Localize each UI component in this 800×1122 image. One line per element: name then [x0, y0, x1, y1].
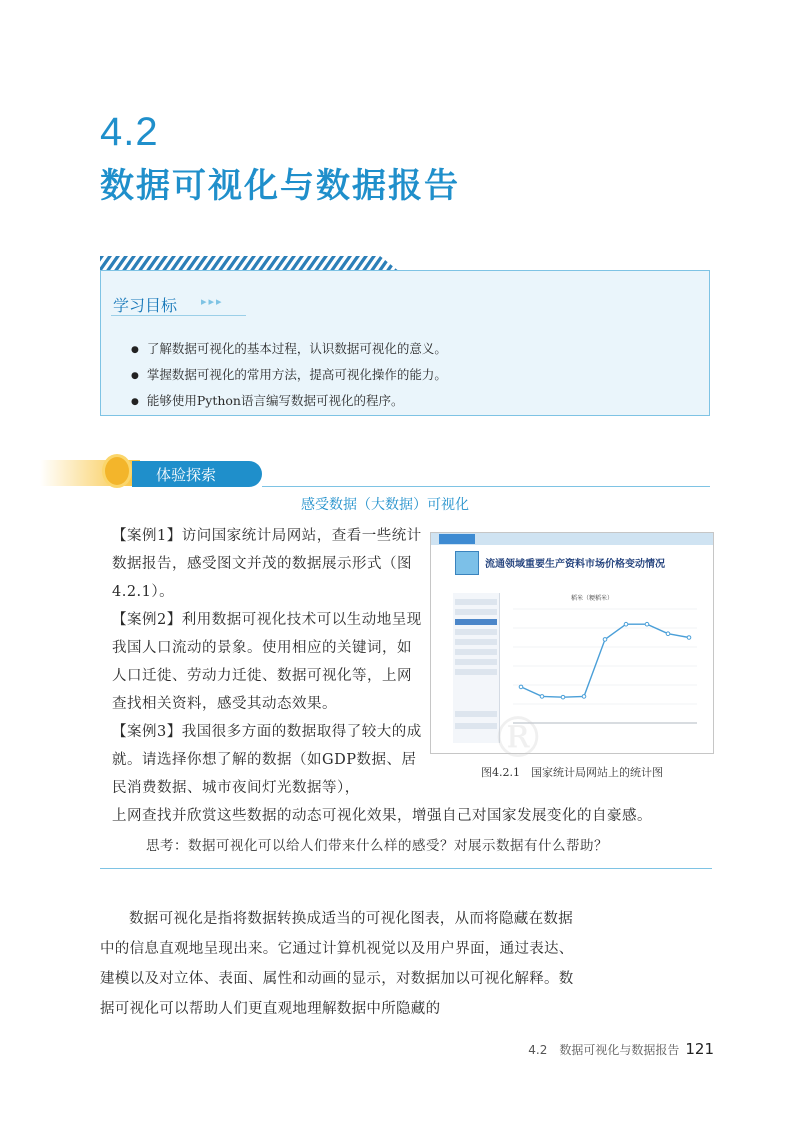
- chart-point: [687, 636, 691, 640]
- objective-item: ● 掌握数据可视化的常用方法，提高可视化操作的能力。: [131, 363, 447, 389]
- objectives-rule: [111, 315, 246, 316]
- chart-point: [582, 695, 586, 699]
- footer-section: 4.2 数据可视化与数据报告: [528, 1043, 680, 1057]
- sidebar-item: [455, 669, 497, 675]
- sidebar-item: [455, 599, 497, 605]
- chart-point: [603, 638, 607, 642]
- sidebar-item: [455, 609, 497, 615]
- statistics-screenshot: [430, 532, 714, 754]
- chart-point: [561, 695, 565, 699]
- objective-item: ● 了解数据可视化的基本过程，认识数据可视化的意义。: [131, 337, 447, 363]
- chart-series-line: [521, 624, 689, 697]
- chart-point: [519, 685, 523, 689]
- objectives-box: [100, 270, 710, 416]
- chart-title: 稻米（粳稻米）: [571, 595, 614, 602]
- page-footer: [500, 1040, 714, 1058]
- page-number: 121: [685, 1040, 714, 1058]
- section-number: 4.2: [100, 110, 159, 154]
- case-3-continued: 上网查找并欣赏这些数据的动态可视化效果，增强自己对国家发展变化的自豪感。: [112, 808, 652, 824]
- case-column: [112, 522, 424, 802]
- sidebar-item: [455, 649, 497, 655]
- chart-point: [645, 622, 649, 626]
- case-3: 【案例3】我国很多方面的数据取得了较大的成就。请选择你想了解的数据（如GDP数据、居民消费数据、城市夜间灯光数据等），: [112, 724, 422, 796]
- chart-point: [624, 622, 628, 626]
- sidebar-item: [455, 629, 497, 635]
- sidebar-item: [455, 659, 497, 665]
- publisher-watermark: ®: [490, 706, 546, 771]
- arrows-icon: ▸▸▸: [201, 295, 224, 308]
- section-divider: [100, 868, 712, 869]
- sidebar-item-active: [455, 619, 497, 625]
- explore-badge-icon: [102, 454, 132, 488]
- banner-divider: [262, 486, 710, 487]
- case-2: 【案例2】利用数据可视化技术可以生动地呈现我国人口流动的景象。使用相应的关键词，如人口迁徙、劳动力迁徙、数据可视化等，上网查找相关资料，感受其动态效果。: [112, 612, 422, 712]
- section-title: 数据可视化与数据报告: [100, 166, 460, 206]
- explore-subheading-row: [0, 494, 800, 514]
- intro-paragraph: 数据可视化是指将数据转换成适当的可视化图表，从而将隐藏在数据中的信息直观地呈现出来。它通过计算机视觉以及用户界面，通过表达、建模以及对立体、表面、属性和动画的显示，对数据加以可视化解释。数据可视化可以帮助人们更直观地理解数据中所隐藏的: [100, 911, 574, 1017]
- figure-inner-title: 流通领域重要生产资料市场价格变动情况: [485, 559, 665, 570]
- browser-tab: [439, 534, 475, 544]
- think-question: 思考：数据可视化可以给人们带来什么样的感受？对展示数据有什么帮助？: [146, 838, 608, 854]
- chart-point: [666, 632, 670, 636]
- explore-subheading: 感受数据（大数据）可视化: [301, 497, 469, 513]
- objectives-list: [131, 337, 447, 415]
- objectives-label: 学习目标: [113, 296, 178, 315]
- sidebar-item: [455, 639, 497, 645]
- case-1: 【案例1】访问国家统计局网站，查看一些统计数据报告，感受图文并茂的数据展示形式（图4.2.1）。: [112, 528, 422, 600]
- figure-caption: 图4.2.1 国家统计局网站上的统计图: [481, 766, 663, 779]
- chart-point: [540, 695, 544, 699]
- objective-item: ● 能够使用Python语言编写数据可视化的程序。: [131, 389, 447, 415]
- database-icon: [455, 551, 479, 575]
- explore-banner-label: 体验探索: [156, 466, 217, 484]
